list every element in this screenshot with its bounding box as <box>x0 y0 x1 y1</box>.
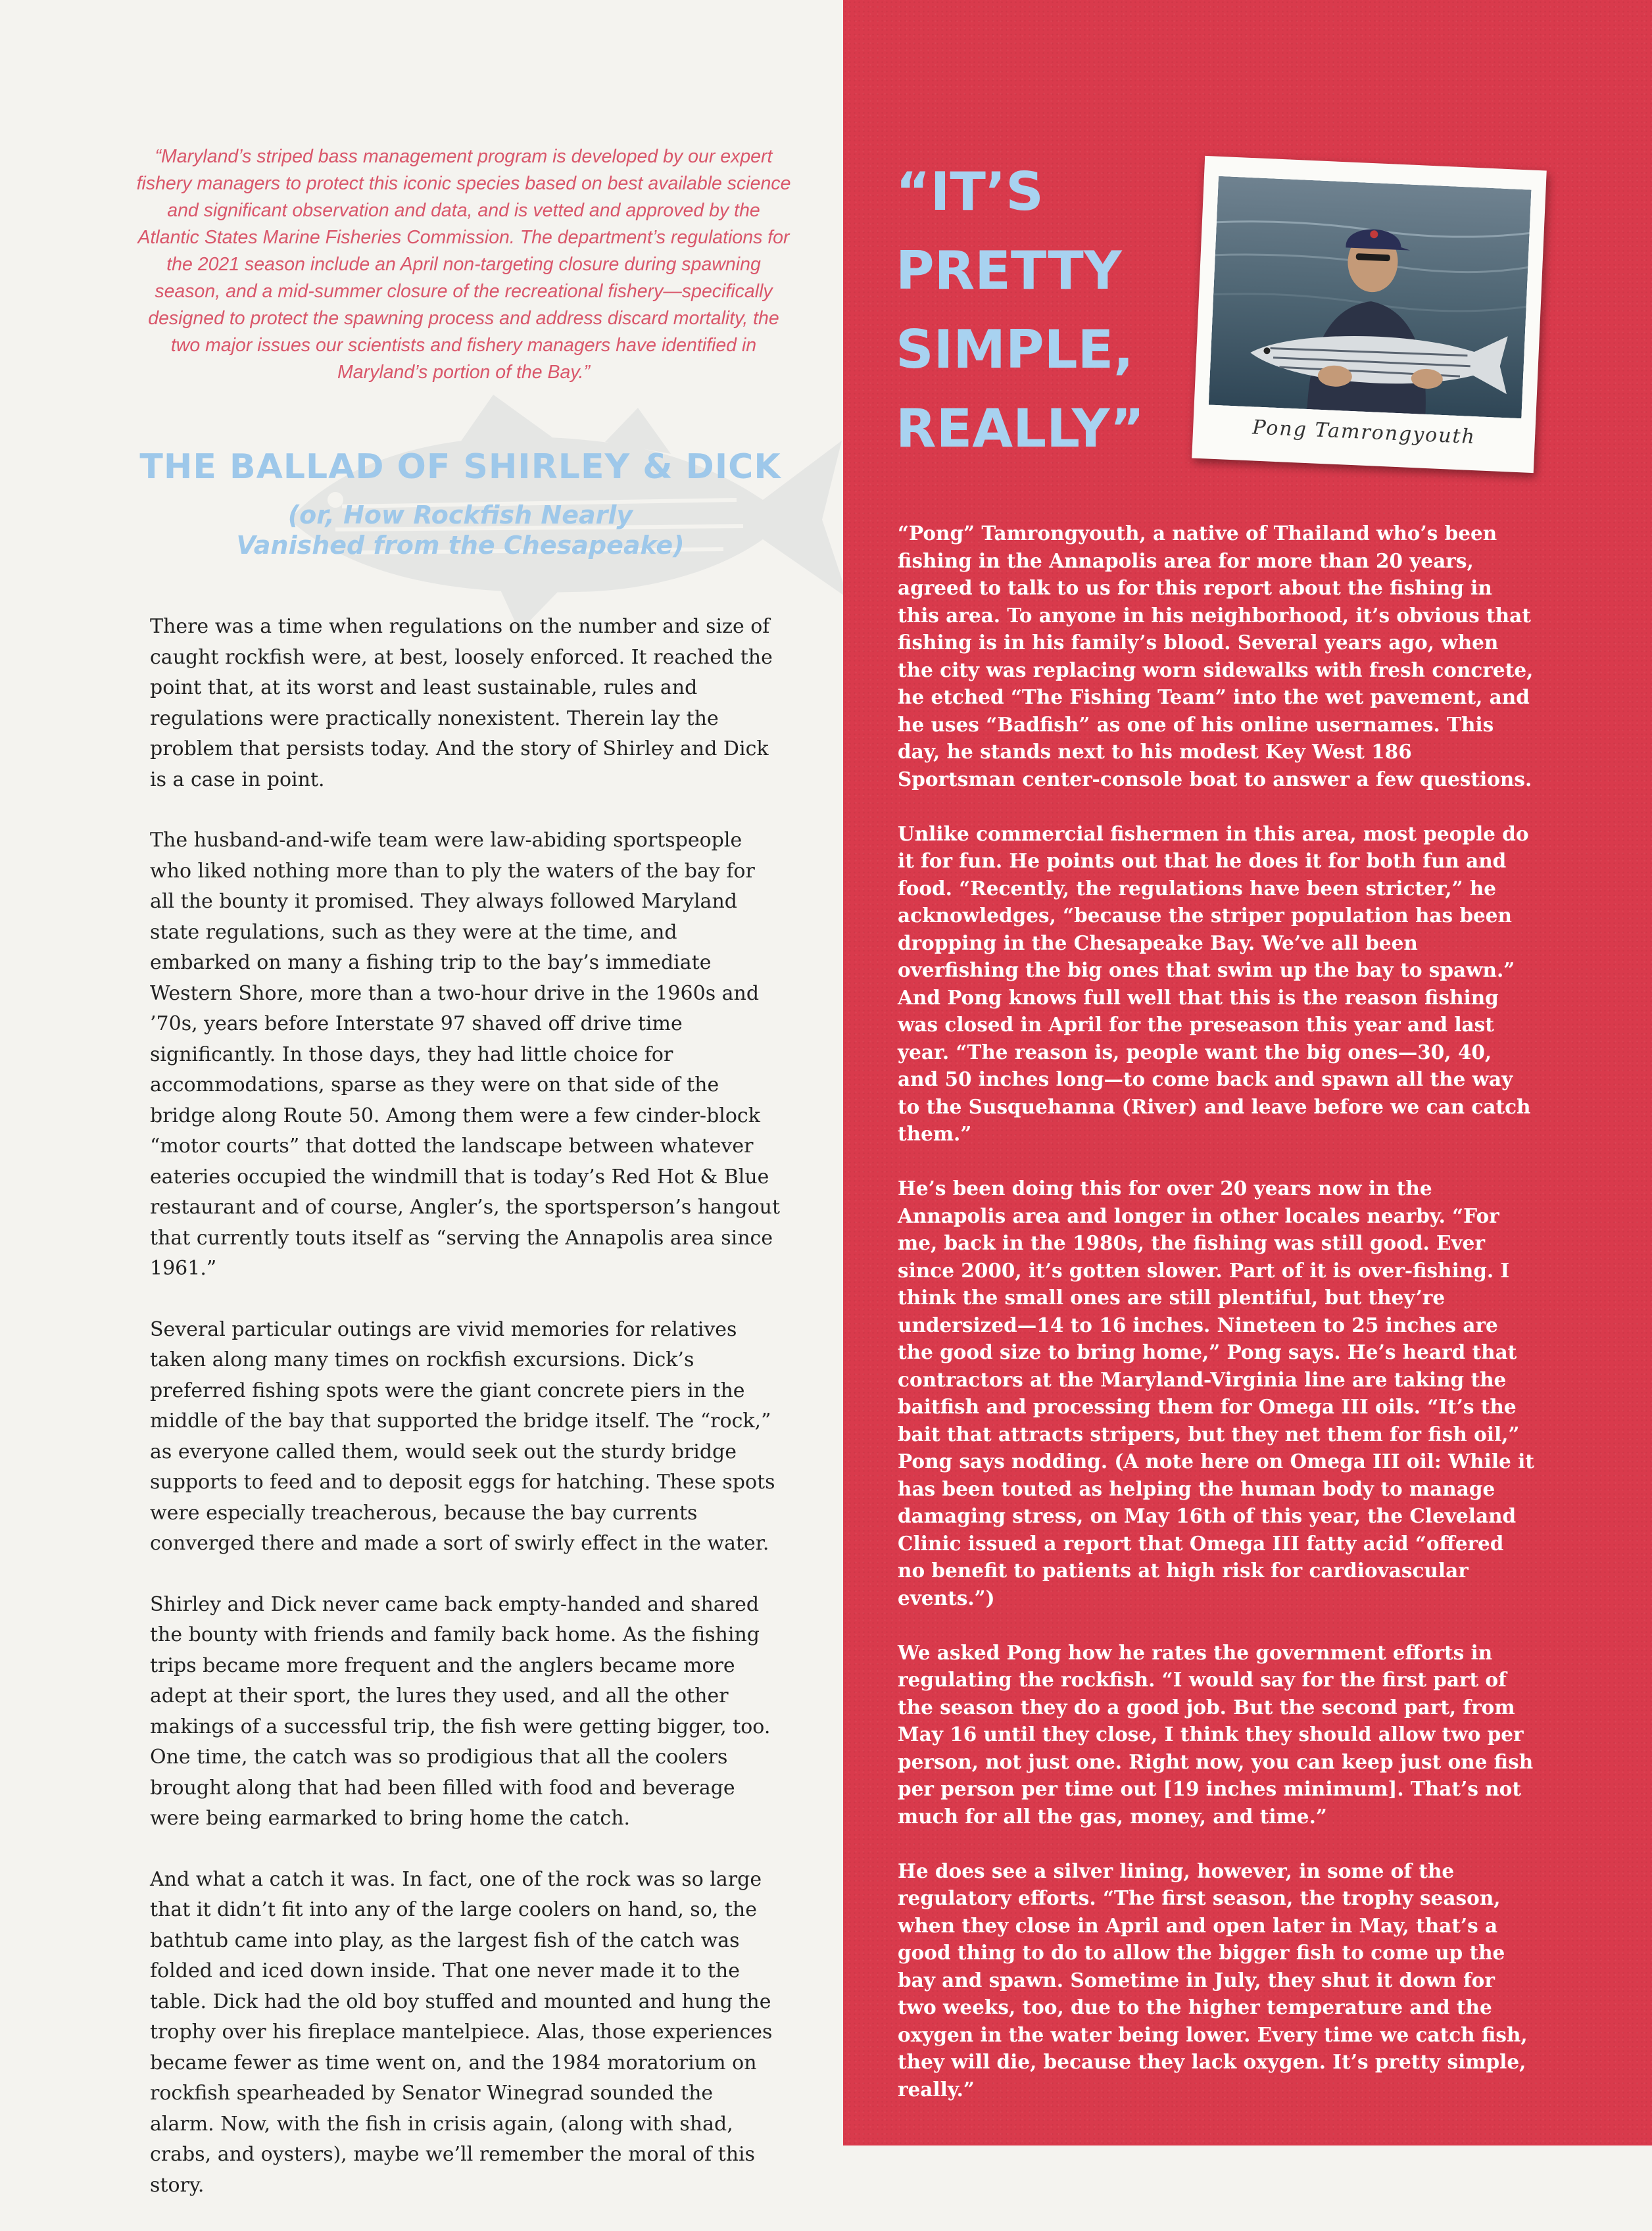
story-paragraph: The husband-and-wife team were law-abiding sportspeople who liked nothing more than to ply the waters of the bay for all the bounty it promised. They always followed Maryland state regulations, such as they were at the time, and embarked on many a fishing trip to the bay’s immediate Western Shore, more than a two-hour drive in the 1960s and ’70s, years before Interstate 97 shaved off drive time significantly. In those days, they had little choice for accommodations, sparse as they were on that side of the bridge along Route 50. Among them were a few cinder-block “motor courts” that dotted the landscape between whatever eateries occupied the windmill that is today’s Red Hot & Blue restaurant and of course, Angler’s, the sportsperson’s hangout that currently touts itself as “serving the Annapolis area since 1961.” <box>150 829 781 1280</box>
story-paragraph: Several particular outings are vivid memories for relatives taken along many times on rockfish excursions. Dick’s preferred fishing spots were the giant concrete piers in the middle of the bay that supported the bridge itself. The “rock,” as everyone called them, would seek out the sturdy bridge supports to feed and to deposit eggs for hatching. These spots were especially treacherous, because the bay currents converged there and made a sort of swirly effect in the water. <box>150 1317 775 1555</box>
headline-line-2: PRETTY <box>896 240 1122 301</box>
interview-paragraph: “Pong” Tamrongyouth, a native of Thailand who’s been fishing in the Annapolis area for more than 20 years, agreed to talk to us for this report about the fishing in this area. To anyone in his neighborhood, it’s obvious that fishing is in his family’s blood. Several years ago, when the city was replacing worn sidewalks with fresh concrete, he etched “The Fishing Team” into the wet pavement, and he uses “Badfish” as one of his online usernames. This day, he stands next to his modest Key West 186 Sportsman center-console boat to answer a few questions. <box>898 522 1534 791</box>
headline-line-3: SIMPLE, <box>896 319 1134 380</box>
angler-with-fish-image-icon <box>1209 176 1532 418</box>
interview-paragraph: Unlike commercial fishermen in this area, most people do it for fun. He points out that he does it for both fun and food. “Recently, the regulations have been stricter,” he acknowledges, “because the striper population has been dropping in the Chesapeake Bay. We’ve all been overfishing the big ones that swim up the bay to spawn.” And Pong knows full well that this is the reason fishing was closed in April for the preseason this year and last year. “The reason is, people want the big ones—30, 40, and 50 inches long—to come back and spawn all the way to the Susquehanna (River) and leave before we can catch them.” <box>898 821 1531 1145</box>
polaroid-photo <box>1192 156 1547 473</box>
ballad-subtitle <box>164 500 756 560</box>
angler-photo <box>1209 176 1532 418</box>
interview-article <box>898 520 1536 2130</box>
ballad-subtitle-line-2: Vanished from the Chesapeake) <box>236 531 685 560</box>
headline-line-1: “IT’S <box>896 161 1044 222</box>
story-paragraph: And what a catch it was. In fact, one of the rock was so large that it didn’t fit into any of the large coolers on hand, so, the bathtub came into play, as the largest fish of the catch was folded and iced down inside. That one never made it to the table. Dick had the old boy stuffed and mounted and hung the trophy over his fireplace mantelpiece. Alas, those experiences became fewer as time went on, and the 1984 moratorium on rockfish spearheaded by Senator Winegrad sounded the alarm. Now, with the fish in crisis again, (along with shad, crabs, and oysters), maybe we’ll remember the moral of this story. <box>150 1867 773 2197</box>
photo-caption: Pong Tamrongyouth <box>1251 416 1476 449</box>
story-paragraph: There was a time when regulations on the number and size of caught rockfish were, at best, loosely enforced. It reached the point that, at its worst and least sustainable, rules and regulations were practically nonexistent. Therein lay the problem that persists today. And the story of Shirley and Dick is a case in point. <box>150 615 773 791</box>
pull-quote: “Maryland’s striped bass management program is developed by our expert fishery managers to protect this iconic species based on best available science and significant observation and data, and is vetted and approved by the Atlantic States Marine Fisheries Commission. The department’s regulations for the 2021 season include an April non-targeting closure during spawning season, and a mid-summer closure of the recreational fishery—specifically designed to protect the spawning process and address discard mortality, the two major issues our scientists and fishery managers have identified in Maryland’s portion of the Bay.” <box>136 146 791 383</box>
headline-quote <box>896 153 1198 468</box>
ballad-story <box>150 612 781 2231</box>
story-paragraph: Shirley and Dick never came back empty-handed and shared the bounty with friends and family back home. As the fishing trips became more frequent and the anglers became more adept at their sport, the lures they used, and all the other makings of a successful trip, the fish were getting bigger, too. One time, the catch was so prodigious that all the coolers brought along that had been filled with food and beverage were being earmarked to bring home the catch. <box>150 1592 771 1830</box>
interview-paragraph: We asked Pong how he rates the government efforts in regulating the rockfish. “I would say for the first part of the season they do a good job. But the second part, from May 16 until they close, I think they should allow two per person, not just one. Right now, you can keep just one fish per person per time out [19 inches minimum]. That’s not much for all the gas, money, and time.” <box>898 1640 1534 1828</box>
interview-paragraph: He does see a silver lining, however, in some of the regulatory efforts. “The first season, the trophy season, when they close in April and open later in May, that’s a good thing to do to allow the bigger fish to come up the bay and spawn. Sometime in July, they shut it down for two weeks, too, due to the higher temperature and the oxygen in the water being lower. Every time we catch fish, they will die, because they lack oxygen. It’s pretty simple, really.” <box>898 1859 1528 2101</box>
ballad-subtitle-line-1: (or, How Rockfish Nearly <box>287 501 633 529</box>
interview-paragraph: He’s been doing this for over 20 years now in the Annapolis area and longer in other locales nearby. “For me, back in the 1980s, the fishing was still good. Ever since 2000, it’s gotten slower. Part of it is over-fishing. I think the small ones are still plentiful, but they’re undersized—14 to 16 inches. Nineteen to 25 inches are the good size to bring home,” Pong says. He’s heard that contractors at the Maryland-Virginia line are taking the baitfish and processing them for Omega III oils. “It’s the bait that attracts stripers, but they net them for fish oil,” Pong says nodding. (A note here on Omega III oil: While it has been touted as helping the human body to manage damaging stress, on May 16th of this year, the Cleveland Clinic issued a report that Omega III fatty acid “offered no benefit to patients at high risk for cardiovascular events.”) <box>898 1177 1534 1609</box>
headline-line-4: REALLY” <box>896 398 1145 459</box>
ballad-title: THE BALLAD OF SHIRLEY & DICK <box>139 447 781 487</box>
